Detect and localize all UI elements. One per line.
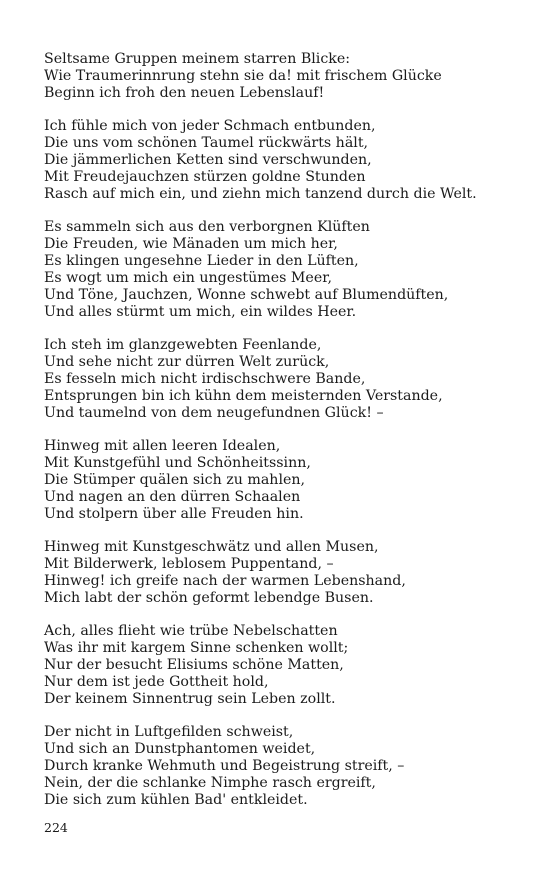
poem-line: Rasch auf mich ein, und ziehn mich tanzend durch die Welt. bbox=[44, 186, 477, 202]
poem-line: Es wogt um mich ein ungestümes Meer, bbox=[44, 270, 332, 286]
poem-line: Und nagen an den dürren Schaalen bbox=[44, 489, 301, 505]
stanza bbox=[44, 539, 524, 607]
poem-line: Und sich an Dunstphantomen weidet, bbox=[44, 741, 316, 757]
stanza bbox=[44, 337, 524, 422]
poem-line: Die Freuden, wie Mänaden um mich her, bbox=[44, 236, 338, 252]
poem-line: Der keinem Sinnentrug sein Leben zollt. bbox=[44, 691, 336, 707]
poem-line: Und alles stürmt um mich, ein wildes Heer. bbox=[44, 304, 357, 320]
stanza bbox=[44, 438, 524, 523]
poem-line: Hinweg mit allen leeren Idealen, bbox=[44, 438, 281, 454]
poem-line: Und Töne, Jauchzen, Wonne schwebt auf Blumendüften, bbox=[44, 287, 449, 303]
poem-line: Es sammeln sich aus den verborgnen Klüften bbox=[44, 219, 370, 235]
poem-line: Wie Traumerinnrung stehn sie da! mit frischem Glücke bbox=[44, 68, 442, 84]
poem-line: Die Stümper quälen sich zu mahlen, bbox=[44, 472, 306, 488]
poem-line: Durch kranke Wehmuth und Begeistrung streift, – bbox=[44, 758, 405, 774]
stanza bbox=[44, 51, 524, 102]
poem-line: Mit Freudejauchzen stürzen goldne Stunden bbox=[44, 169, 366, 185]
poem-line: Es klingen ungesehne Lieder in den Lüften, bbox=[44, 253, 359, 269]
page-number: 224 bbox=[44, 820, 68, 835]
poem-line: Hinweg! ich greife nach der warmen Lebenshand, bbox=[44, 573, 406, 589]
poem-text bbox=[44, 51, 524, 825]
poem-line: Mich labt der schön geformt lebendge Busen. bbox=[44, 590, 374, 606]
stanza bbox=[44, 724, 524, 809]
poem-line: Es fesseln mich nicht irdischschwere Bande, bbox=[44, 371, 366, 387]
poem-line: Ich fühle mich von jeder Schmach entbunden, bbox=[44, 118, 376, 134]
poem-line: Die sich zum kühlen Bad' entkleidet. bbox=[44, 792, 308, 808]
poem-line: Ich steh im glanzgewebten Feenlande, bbox=[44, 337, 322, 353]
poem-line: Nein, der die schlanke Nimphe rasch ergreift, bbox=[44, 775, 376, 791]
poem-line: Und stolpern über alle Freuden hin. bbox=[44, 506, 304, 522]
poem-line: Und sehe nicht zur dürren Welt zurück, bbox=[44, 354, 330, 370]
stanza bbox=[44, 219, 524, 321]
poem-line: Seltsame Gruppen meinem starren Blicke: bbox=[44, 51, 351, 67]
poem-line: Der nicht in Luftgefilden schweist, bbox=[44, 724, 294, 740]
poem-line: Die uns vom schönen Taumel rückwärts hält, bbox=[44, 135, 369, 151]
poem-line: Entsprungen bin ich kühn dem meisternden Verstande, bbox=[44, 388, 443, 404]
poem-line: Ach, alles flieht wie trübe Nebelschatten bbox=[44, 623, 338, 639]
stanza bbox=[44, 118, 524, 203]
stanza bbox=[44, 623, 524, 708]
poem-line: Die jämmerlichen Ketten sind verschwunden, bbox=[44, 152, 372, 168]
poem-line: Beginn ich froh den neuen Lebenslauf! bbox=[44, 85, 325, 101]
poem-line: Nur dem ist jede Gottheit hold, bbox=[44, 674, 269, 690]
poem-line: Was ihr mit kargem Sinne schenken wollt; bbox=[44, 640, 349, 656]
poem-line: Hinweg mit Kunstgeschwätz und allen Musen, bbox=[44, 539, 379, 555]
poem-line: Und taumelnd von dem neugefundnen Glück! – bbox=[44, 405, 384, 421]
poem-line: Mit Bilderwerk, leblosem Puppentand, – bbox=[44, 556, 334, 572]
poem-line: Nur der besucht Elisiums schöne Matten, bbox=[44, 657, 344, 673]
poem-line: Mit Kunstgefühl und Schönheitssinn, bbox=[44, 455, 311, 471]
